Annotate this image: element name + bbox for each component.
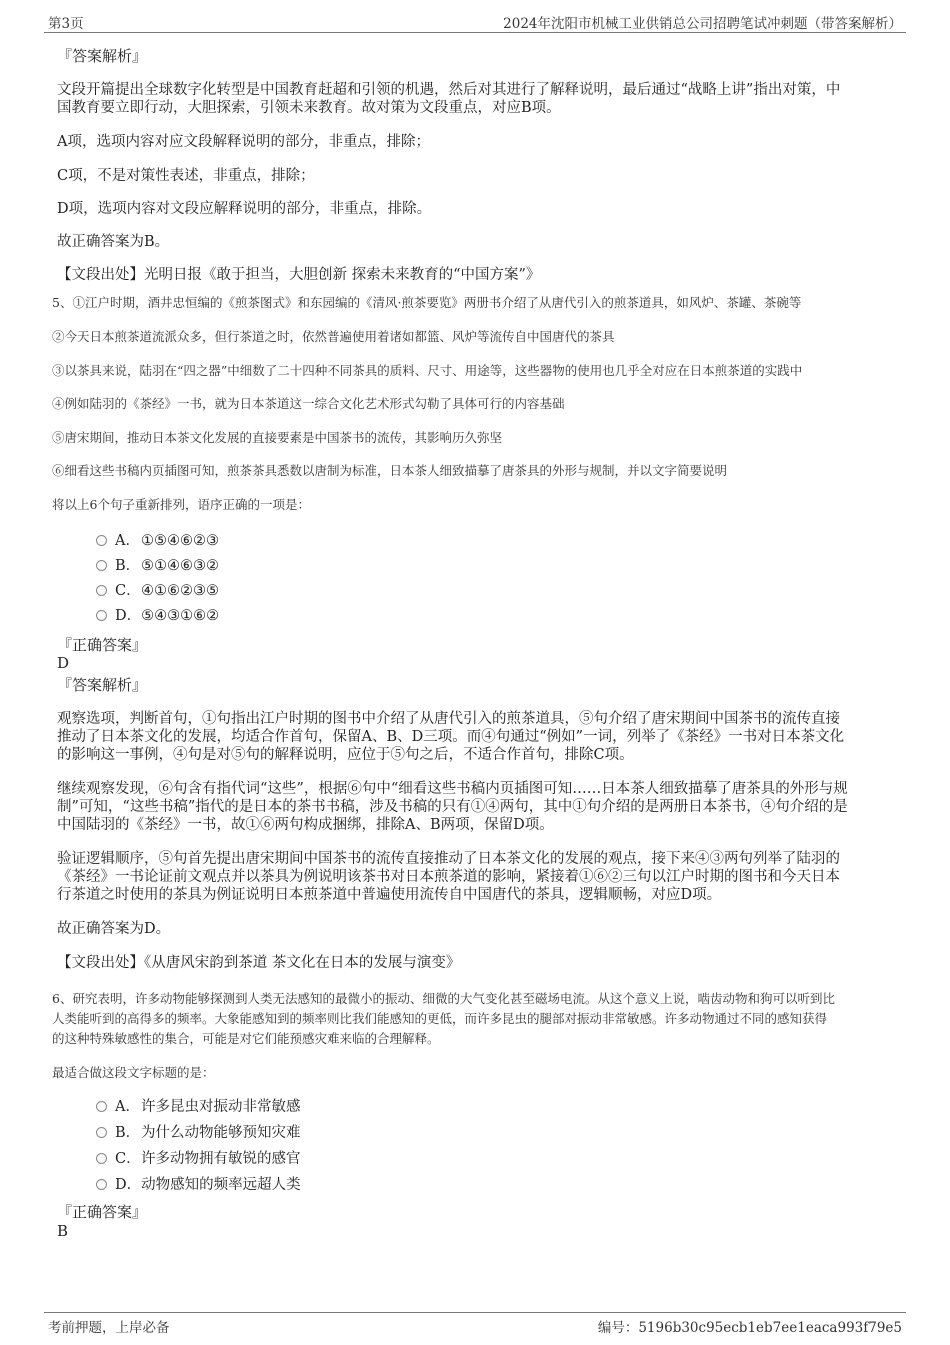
q5-prompt: 将以上6个句子重新排列，语序正确的一项是： bbox=[52, 497, 310, 512]
q5-sentence-1: 5、①江户时期，酒井忠恒编的《煎茶图式》和东园编的《清风·煎茶要览》两册书介绍了从唐代引入的煎茶道具，如风炉、茶罐、茶碗等 bbox=[52, 295, 802, 310]
analysis-label: 『答案解析』 bbox=[57, 47, 148, 65]
conclusion: 故正确答案为D。 bbox=[57, 921, 171, 937]
analysis-label: 『答案解析』 bbox=[57, 676, 148, 694]
radio-icon[interactable] bbox=[96, 535, 107, 546]
analysis-line: 观察选项，判断首句，①句指出江户时期的图书中介绍了从唐代引入的煎茶道具，⑤句介绍了唐宋期间中国茶书的流传直接 bbox=[57, 711, 840, 727]
option-a-explanation: A项，选项内容对应文段解释说明的部分，非重点，排除； bbox=[57, 134, 430, 150]
radio-icon[interactable] bbox=[96, 1179, 107, 1190]
q5-sentence-3: ③以茶具来说，陆羽在“四之器”中细数了二十四种不同茶具的质料、尺寸、用途等，这些器物的使用也几乎全对应在日本煎茶道的实践中 bbox=[52, 363, 803, 378]
q6-option-c[interactable]: C．许多动物拥有敏锐的感官 bbox=[96, 1150, 301, 1168]
answer-label: 『正确答案』 bbox=[57, 1203, 148, 1221]
document-id: 编号：5196b30c95ecb1eb7ee1eaca993f79e5 bbox=[597, 1320, 902, 1336]
radio-icon[interactable] bbox=[96, 585, 107, 596]
option-d-explanation: D项，选项内容对文段应解释说明的部分，非重点，排除。 bbox=[57, 201, 432, 217]
analysis-line: 验证逻辑顺序，⑤句首先提出唐宋期间中国茶书的流传直接推动了日本茶文化的发展的观点，接下来④③两句列举了陆羽的 bbox=[57, 851, 840, 867]
answer-label: 『正确答案』 bbox=[57, 636, 148, 654]
footer-slogan: 考前押题，上岸必备 bbox=[48, 1320, 170, 1336]
q5-option-d[interactable]: D．⑤④③①⑥② bbox=[96, 607, 219, 625]
source-citation: 【文段出处】光明日报《敢于担当，大胆创新 探索未来教育的“中国方案”》 bbox=[57, 267, 541, 283]
q6-option-d[interactable]: D．动物感知的频率远超人类 bbox=[96, 1176, 301, 1194]
q6-stem-line: 人类能听到的高得多的频率。大象能感知到的频率则比我们能感知的更低，而许多昆虫的腿部对振动非常敏感。许多动物通过不同的感知获得 bbox=[52, 1011, 828, 1026]
q6-option-b[interactable]: B．为什么动物能够预知灾难 bbox=[96, 1124, 301, 1142]
q5-option-a[interactable]: A．①⑤④⑥②③ bbox=[96, 532, 219, 550]
radio-icon[interactable] bbox=[96, 1101, 107, 1112]
option-c-explanation: C项，不是对策性表述，非重点，排除； bbox=[57, 168, 315, 184]
analysis-line: 继续观察发现，⑥句含有指代词“这些”，根据⑥句中“细看这些书稿内页插图可知……日本茶人细致描摹了唐茶具的外形与规 bbox=[57, 781, 848, 797]
q6-prompt: 最适合做这段文字标题的是： bbox=[52, 1065, 215, 1080]
document-title: 2024年沈阳市机械工业供销总公司招聘笔试冲刺题（带答案解析） bbox=[503, 16, 902, 32]
analysis-line: 行茶道之时使用的茶具为例证说明日本煎茶道中普遍使用流传自中国唐代的茶具，逻辑顺畅，对应D项。 bbox=[57, 887, 722, 903]
q6-stem-line: 的这种特殊敏感性的集合，可能是对它们能预感灾难来临的合理解释。 bbox=[52, 1031, 440, 1046]
analysis-line: 制”可知，“这些书稿”指代的是日本的茶书书稿，涉及书稿的只有①④两句，其中①句介绍的是两册日本茶书，④句介绍的是 bbox=[57, 799, 848, 815]
radio-icon[interactable] bbox=[96, 1127, 107, 1138]
analysis-line: 《茶经》一书论证前文观点并以茶具为例说明该茶书对日本煎茶道的影响，紧接着①⑥②三句以江户时期的图书和今天日本 bbox=[57, 869, 840, 885]
radio-icon[interactable] bbox=[96, 610, 107, 621]
page-header bbox=[44, 10, 906, 33]
q5-sentence-6: ⑥细看这些书稿内页插图可知，煎茶茶具悉数以唐制为标准，日本茶人细致描摹了唐茶具的外形与规制，并以文字简要说明 bbox=[52, 463, 728, 478]
answer-value: B bbox=[57, 1222, 69, 1240]
q6-stem-line: 6、研究表明，许多动物能够探测到人类无法感知的最微小的振动、细微的大气变化甚至磁场电流。从这个意义上说，啮齿动物和狗可以听到比 bbox=[52, 991, 835, 1006]
q5-option-c[interactable]: C．④①⑥②③⑤ bbox=[96, 582, 219, 600]
answer-value: D bbox=[57, 654, 70, 672]
analysis-line: 推动了日本茶文化的发展，均适合作首句，保留A、B、D三项。而④句通过“例如”一词，列举了《茶经》一书对日本茶文化 bbox=[57, 729, 845, 745]
analysis-line: 的影响这一事例，④句是对⑤句的解释说明，应位于⑤句之后，不适合作首句，排除C项。 bbox=[57, 747, 634, 763]
q5-option-b[interactable]: B．⑤①④⑥③② bbox=[96, 557, 219, 575]
conclusion: 故正确答案为B。 bbox=[57, 234, 170, 250]
q5-sentence-4: ④例如陆羽的《茶经》一书，就为日本茶道这一综合文化艺术形式勾勒了具体可行的内容基础 bbox=[52, 396, 565, 411]
radio-icon[interactable] bbox=[96, 560, 107, 571]
page-footer bbox=[44, 1312, 906, 1339]
analysis-para-line: 文段开篇提出全球数字化转型是中国教育赶超和引领的机遇，然后对其进行了解释说明，最后通过“战略上讲”指出对策，中 bbox=[57, 82, 841, 98]
q5-sentence-5: ⑤唐宋期间，推动日本茶文化发展的直接要素是中国茶书的流传，其影响历久弥坚 bbox=[52, 430, 503, 445]
analysis-para-line: 国教育要立即行动，大胆探索，引领未来教育。故对策为文段重点，对应B项。 bbox=[57, 100, 561, 116]
q6-option-a[interactable]: A．许多昆虫对振动非常敏感 bbox=[96, 1098, 301, 1116]
q5-sentence-2: ②今天日本煎茶道流派众多，但行茶道之时，依然普遍使用着诸如都篮、风炉等流传自中国唐代的茶具 bbox=[52, 329, 615, 344]
radio-icon[interactable] bbox=[96, 1153, 107, 1164]
source-citation: 【文段出处】《从唐风宋韵到茶道 茶文化在日本的发展与演变》 bbox=[57, 955, 461, 971]
page-number: 第3页 bbox=[48, 16, 84, 32]
analysis-line: 中国陆羽的《茶经》一书，故①⑥两句构成捆绑，排除A、B两项，保留D项。 bbox=[57, 817, 554, 833]
